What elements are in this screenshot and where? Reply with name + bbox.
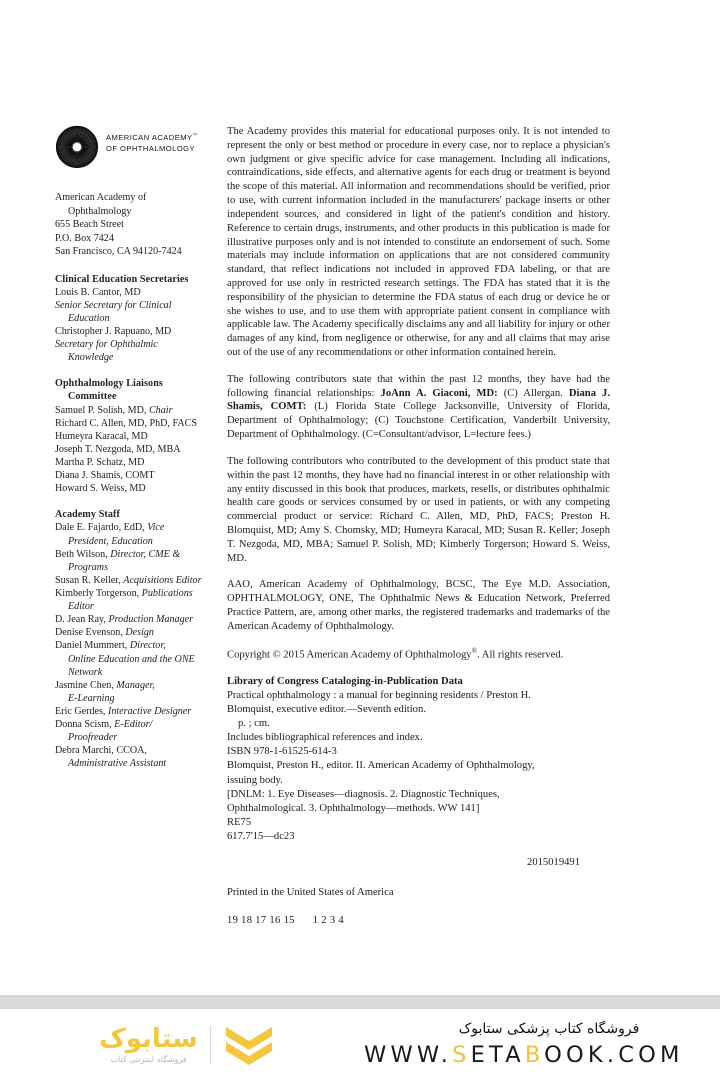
staff-0 [55, 521, 217, 534]
staff-2 [55, 574, 217, 587]
aao-logo-block [55, 125, 217, 169]
staff-9 [55, 718, 217, 731]
academy-staff-heading: Academy Staff [55, 509, 120, 521]
staff-5-name: Denise Evenson, [55, 627, 126, 639]
olc-member-0-name: Samuel P. Solish, MD, [55, 404, 149, 416]
ces-name-1: Christopher J. Rapuano, MD [55, 326, 172, 338]
fd-mid: (C) Allergan. [497, 387, 569, 399]
right-column [227, 125, 610, 927]
setabook-url-part-4: OOK.COM [544, 1042, 684, 1068]
staff-2-name: Susan R. Keller, [55, 574, 124, 586]
loc-line-6: issuing body. [227, 774, 283, 786]
fd-pre: The following contributors state that within the past 12 months, they have had the following financial relationships: [227, 373, 610, 399]
print-run-numbers: 1 2 3 4 [312, 914, 344, 926]
setabook-tagline-fa: فروشگاه کتاب پزشکی ستابوک [458, 1021, 640, 1037]
staff-1-role: Director, CME & [110, 548, 181, 560]
setabook-logo-area[interactable] [0, 1009, 360, 1080]
copyright-post: . All rights reserved. [477, 649, 564, 661]
staff-3-role: Publications [141, 587, 193, 599]
ces-name-0: Louis B. Cantor, MD [55, 286, 141, 298]
scan-edge-band [0, 995, 720, 1009]
address-line-3: 655 Beach Street [55, 219, 124, 231]
ophthalmology-liaisons-committee-block [55, 377, 217, 495]
setabook-url[interactable] [364, 1042, 684, 1068]
olc-member-0-role: Chair [148, 404, 173, 416]
lccn-number: 2015019491 [527, 856, 580, 868]
staff-6-name: Daniel Mummert, [55, 640, 130, 652]
staff-1-name: Beth Wilson, [55, 548, 111, 560]
setabook-url-part-2: ETA [470, 1042, 525, 1068]
ces-title-1b: Knowledge [68, 352, 114, 364]
left-column [55, 125, 227, 784]
staff-3 [55, 587, 217, 600]
staff-9-role-cont: Proofreader [68, 732, 118, 744]
academy-staff-block [55, 508, 217, 770]
setabook-url-part-0: WWW. [364, 1042, 453, 1068]
logo-divider [210, 1026, 211, 1064]
no-financial-interest-paragraph: The following contributors who contributed to the development of this product state that within the past 12 months, they have had no financial interest in or other relationship with any entity discussed in this book that produces, markets, resells, or distributes ophthalmic health care goods or services consumed by or used in patients, or with any competing commercial product or service: Richard C. Allen, MD, PhD, FACS; Preston H. Blomquist, MD; Amy S. Chomsky, MD; Humeyra Karacal, MD; Susan R. Keller; Joseph T. Nezgoda, MD, MBA; Samuel P. Solish, MD; Kimberly Torgerson; Howard S. Weiss, MD. [227, 455, 610, 564]
ces-title-1a: Secretary for Ophthalmic [55, 339, 158, 351]
setabook-footer-banner [0, 1009, 720, 1080]
staff-0-role-cont: President, Education [68, 535, 153, 547]
staff-0-name: Dale E. Fajardo, EdD, [55, 522, 148, 534]
olc-heading [55, 377, 217, 403]
academy-staff-entries [55, 521, 217, 770]
staff-1-role-cont: Programs [68, 561, 109, 573]
print-run-line [227, 914, 610, 928]
staff-8 [55, 705, 217, 718]
staff-6 [55, 639, 217, 652]
aao-logo-tm: ™ [192, 132, 198, 138]
ces-title-0b: Education [68, 312, 110, 324]
loc-line-4: ISBN 978-1-61525-614-3 [227, 746, 337, 758]
staff-7-name: Jasmine Chen, [55, 679, 117, 691]
olc-member-5: Diana J. Shamis, COMT [55, 470, 155, 482]
ces-entries [55, 286, 217, 365]
clinical-education-secretaries-block [55, 273, 217, 365]
staff-1 [55, 548, 217, 561]
staff-4-name: D. Jean Ray, [55, 614, 109, 626]
setabook-logo[interactable] [99, 1023, 275, 1067]
olc-member-6: Howard S. Weiss, MD [55, 483, 146, 495]
disclaimer-paragraph: The Academy provides this material for educational purposes only. It is not intended to represent the only or best method or procedure in every case, nor to replace a physician's own judgment or give specific advice for case management. Including all indications, contraindications, side effects, and alternative agents for each drug or treatment is beyond the scope of this material. All information and recommendations should be verified, prior to use, with current information included in the manufacturers' package inserts or other independent sources, and considered in light of the patient's condition and history. Reference to certain drugs, instruments, and other products in this publication is made for illustrative purposes only and is not intended to constitute an endorsement of such. Some materials may include information on applications that are not considered community standard, that reflect indications not included in approved FDA labeling, or that are approved for use only in restricted research settings. The FDA has stated that it is the responsibility of the physician to determine the FDA status of each drug or device he or she wishes to use, and to use them with appropriate patient consent in compliance with applicable law. The Academy specifically disclaims any and all liability for injury or other damages of any kind, from negligence or otherwise, for any and all claims that may arise out of the use of any recommendations or other information contained herein. [227, 126, 610, 358]
loc-line-3: Includes bibliographical references and index. [227, 732, 423, 744]
olc-member-1: Richard C. Allen, MD, PhD, FACS [55, 417, 197, 429]
staff-6-role-cont: Online Education and the ONE [68, 653, 195, 665]
olc-heading-line1: Ophthalmology Liaisons [55, 378, 163, 390]
olc-member-2: Humeyra Karacal, MD [55, 430, 148, 442]
setabook-brand-fa: ستابوک [99, 1023, 198, 1054]
staff-4 [55, 613, 217, 626]
staff-8-role: Interactive Designer [107, 705, 192, 717]
staff-3-name: Kimberly Torgerson, [55, 587, 142, 599]
staff-7-role-cont: E-Learning [68, 692, 115, 704]
loc-line-1: Blomquist, executive editor.—Seventh edition. [227, 704, 426, 716]
olc-member-3: Joseph T. Nezgoda, MD, MBA [55, 443, 181, 455]
olc-members [55, 404, 217, 496]
loc-line-2: p. ; cm. [238, 718, 270, 730]
staff-3-role-cont: Editor [68, 601, 94, 613]
staff-9-name: Donna Scism, [55, 719, 115, 731]
copyright-pre: Copyright © 2015 American Academy of Ophthalmology [227, 649, 472, 661]
setabook-text-area[interactable] [360, 1009, 720, 1080]
staff-7-role: Manager, [116, 679, 155, 691]
staff-7 [55, 679, 217, 692]
fd-post: (L) Florida State College Jacksonville, University of Florida, Department of Ophthalmology; (C) Touchstone Certification, Vanderbilt University, Department of Ophthalmology. (C=Consultant/advisor, L=lecture fees.) [227, 401, 611, 441]
fd-bold-name-2: Diana J. Shamis, COMT: [227, 387, 610, 413]
loc-heading: Library of Congress Cataloging-in-Publication Data [227, 675, 463, 687]
staff-10-role-cont: Administrative Assistant [68, 758, 167, 770]
loc-line-0: Practical ophthalmology : a manual for beginning residents / Preston H. [227, 690, 531, 702]
setabook-url-part-3: B [524, 1042, 545, 1068]
print-run-years: 19 18 17 16 15 [227, 914, 295, 926]
staff-4-role: Production Manager [108, 614, 194, 626]
loc-line-5: Blomquist, Preston H., editor. II. American Academy of Ophthalmology, [227, 760, 535, 772]
aao-logo-line2: OF OPHTHALMOLOGY [106, 144, 196, 154]
address-line-1: American Academy of [55, 192, 147, 203]
trademarks-paragraph: AAO, American Academy of Ophthalmology, BCSC, The Eye M.D. Association, OPHTHALMOLOGY, ONE, The Ophthalmic News & Education Network, Preferred Practice Pattern, are, among other marks, the registered trademarks and trademarks of the American Academy of Ophthalmology. [227, 579, 610, 632]
staff-10 [55, 744, 217, 757]
financial-disclosure-paragraph [227, 373, 610, 442]
aao-logo-line1: AMERICAN ACADEMY [106, 133, 193, 142]
printed-in-line: Printed in the United States of America [227, 886, 394, 898]
address-line-2: Ophthalmology [68, 205, 132, 217]
olc-member-4: Martha P. Schatz, MD [55, 457, 145, 468]
academy-address [55, 191, 217, 259]
staff-9-role: E-Editor/ [114, 719, 153, 731]
staff-0-role: Vice [147, 522, 165, 534]
staff-6-role: Director, [129, 640, 166, 652]
aao-sunburst-logo-icon [55, 125, 99, 169]
loc-line-8: Ophthalmological. 3. Ophthalmology—methods. WW 141] [227, 802, 480, 814]
loc-line-9: RE75 [227, 816, 252, 828]
aao-logo-wordmark [106, 125, 198, 155]
staff-2-role: Acquisitions Editor [123, 574, 202, 586]
clinical-education-secretaries-heading: Clinical Education Secretaries [55, 273, 189, 285]
staff-8-name: Eric Gerdes, [55, 705, 108, 717]
seta-chevron-logo-icon [223, 1023, 275, 1067]
ces-title-0a: Senior Secretary for Clinical [55, 299, 172, 311]
loc-line-10: 617.7'15—dc23 [227, 830, 295, 842]
address-line-5: San Francisco, CA 94120-7424 [55, 246, 182, 258]
staff-10-name: Debra Marchi, CCOA, [55, 745, 147, 757]
registered-mark-icon: ® [471, 646, 478, 655]
library-of-congress-block [227, 675, 610, 844]
staff-6-role-cont2: Network [68, 666, 103, 678]
setabook-brand-fa-sub: فروشگاه اینترنتی کتاب [110, 1054, 187, 1064]
staff-5 [55, 626, 217, 639]
copyright-paragraph [227, 647, 610, 662]
olc-member-0 [55, 404, 217, 417]
setabook-wordmark [99, 1023, 198, 1064]
olc-heading-line2: Committee [68, 391, 117, 403]
fd-bold-name-1: JoAnn A. Giaconi, MD: [380, 387, 498, 399]
loc-line-7: [DNLM: 1. Eye Diseases—diagnosis. 2. Diagnostic Techniques, [227, 788, 500, 800]
setabook-url-part-1: S [452, 1042, 471, 1068]
staff-5-role: Design [125, 627, 154, 639]
address-line-4: P.O. Box 7424 [55, 232, 114, 244]
page-content [55, 125, 610, 927]
